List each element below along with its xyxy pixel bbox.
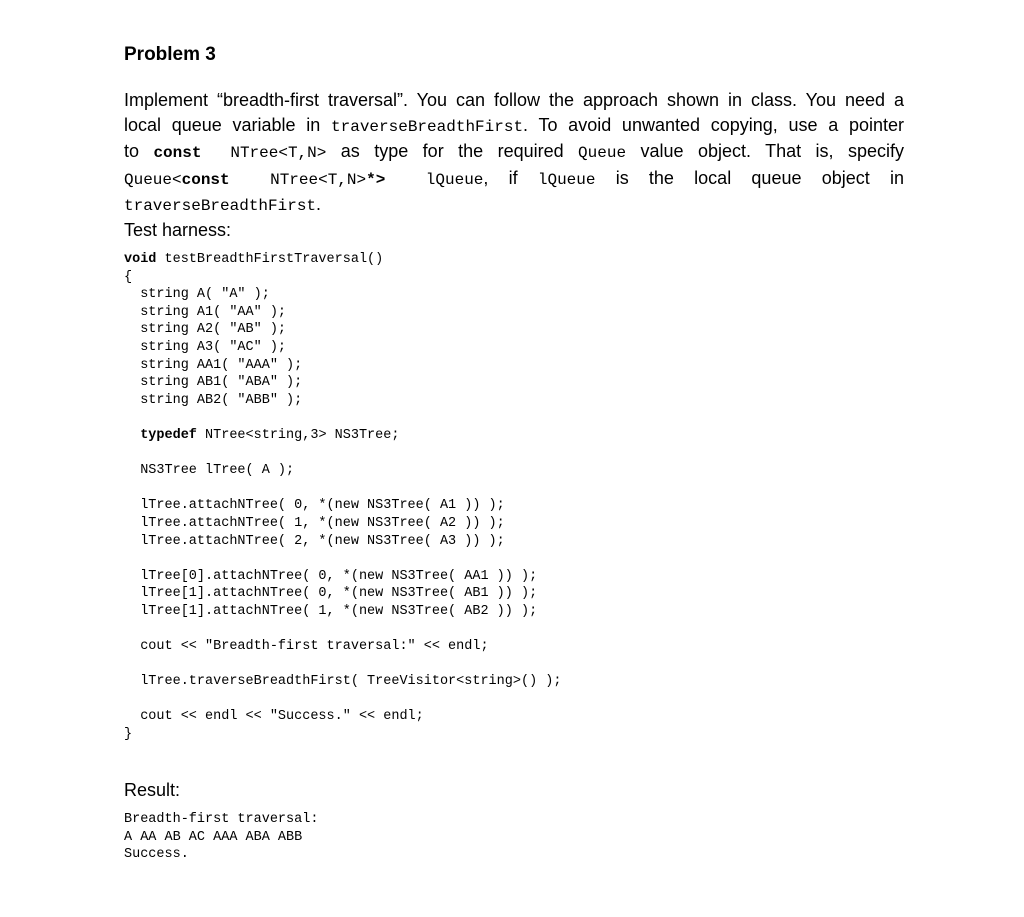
output-line: Success. (124, 847, 189, 863)
code-line: lTree[1].attachNTree( 0, *(new NS3Tree( AB1 )) ); (124, 586, 538, 602)
code-blank-line (124, 409, 561, 427)
inline-code: lQueue (537, 170, 596, 189)
code-keyword: void (124, 252, 157, 267)
code-line (124, 251, 561, 269)
inline-code-keyword: const (181, 170, 230, 189)
code-line: NS3Tree lTree( A ); (124, 463, 295, 479)
result-output (124, 811, 318, 864)
description-text: value object. That is, specify (626, 141, 904, 161)
output-line: A AA AB AC AAA ABA ABB (124, 829, 303, 845)
code-blank-line (124, 550, 561, 568)
code-line: string A( "A" ); (124, 287, 270, 303)
description-line-4 (124, 166, 904, 193)
inline-code: lQueue (425, 170, 484, 189)
code-blank-line (124, 480, 561, 498)
code-blank-line (124, 445, 561, 463)
code-line: lTree.attachNTree( 2, *(new NS3Tree( A3 )) ); (124, 533, 505, 549)
description-line-5 (124, 192, 904, 219)
output-line: Breadth-first traversal: (124, 812, 319, 827)
code-keyword: typedef (140, 427, 197, 443)
description-text: Implement “breadth-first traversal”. You can follow the approach shown in class. You need a (124, 90, 904, 110)
code-line: } (124, 727, 133, 743)
inline-code: traverseBreadthFirst (124, 197, 317, 215)
code-line: lTree.traverseBreadthFirst( TreeVisitor<string>() ); (124, 674, 562, 690)
problem-title: Problem 3 (124, 44, 216, 65)
inline-code: NTree<T,N> (230, 144, 327, 162)
inline-code-keyword: const (153, 144, 202, 162)
code-line: lTree[1].attachNTree( 1, *(new NS3Tree( AB2 )) ); (124, 603, 538, 619)
code-line: lTree.attachNTree( 0, *(new NS3Tree( A1 )) ); (124, 498, 505, 514)
code-line: string A2( "AB" ); (124, 322, 287, 338)
description-text: . (316, 194, 322, 214)
inline-code-keyword: *> (366, 170, 386, 189)
code-line: string AB1( "ABA" ); (124, 375, 303, 391)
inline-code: Queue< (124, 170, 182, 189)
description-text: . To avoid unwanted copying, use a pointer (523, 114, 904, 135)
test-harness-heading: Test harness: (124, 220, 232, 240)
code-line: string A3( "AC" ); (124, 339, 287, 355)
description-text: , if (483, 167, 538, 188)
description-line-3 (124, 139, 904, 166)
code-blank-line (124, 691, 561, 709)
code-line: cout << "Breadth-first traversal:" << endl; (124, 639, 489, 655)
description-text: local queue variable in (124, 114, 332, 135)
description-text: as type for the required (326, 141, 579, 161)
code-line: string A1( "AA" ); (124, 304, 287, 320)
inline-code: NTree<T,N> (270, 170, 367, 189)
code-line: cout << endl << "Success." << endl; (124, 709, 424, 725)
result-heading: Result: (124, 780, 181, 800)
code-text: testBreadthFirstTraversal() (156, 252, 384, 267)
description-text: to (124, 141, 154, 161)
inline-code: Queue (578, 144, 627, 162)
code-line: { (124, 269, 133, 285)
code-line: string AB2( "ABB" ); (124, 392, 303, 408)
description-line-1 (124, 88, 904, 113)
code-line: string AA1( "AAA" ); (124, 357, 303, 373)
description-text: is the local queue object in (595, 167, 904, 188)
inline-code: traverseBreadthFirst (331, 117, 524, 136)
problem-description (124, 88, 904, 219)
test-harness-code (124, 251, 561, 744)
description-line-2 (124, 113, 904, 140)
code-blank-line (124, 620, 561, 638)
code-line: lTree[0].attachNTree( 0, *(new NS3Tree( AA1 )) ); (124, 568, 538, 584)
code-line: lTree.attachNTree( 1, *(new NS3Tree( A2 )) ); (124, 515, 505, 531)
code-blank-line (124, 656, 561, 674)
code-text: NTree<string,3> NS3Tree; (196, 427, 400, 443)
code-line (124, 427, 561, 445)
